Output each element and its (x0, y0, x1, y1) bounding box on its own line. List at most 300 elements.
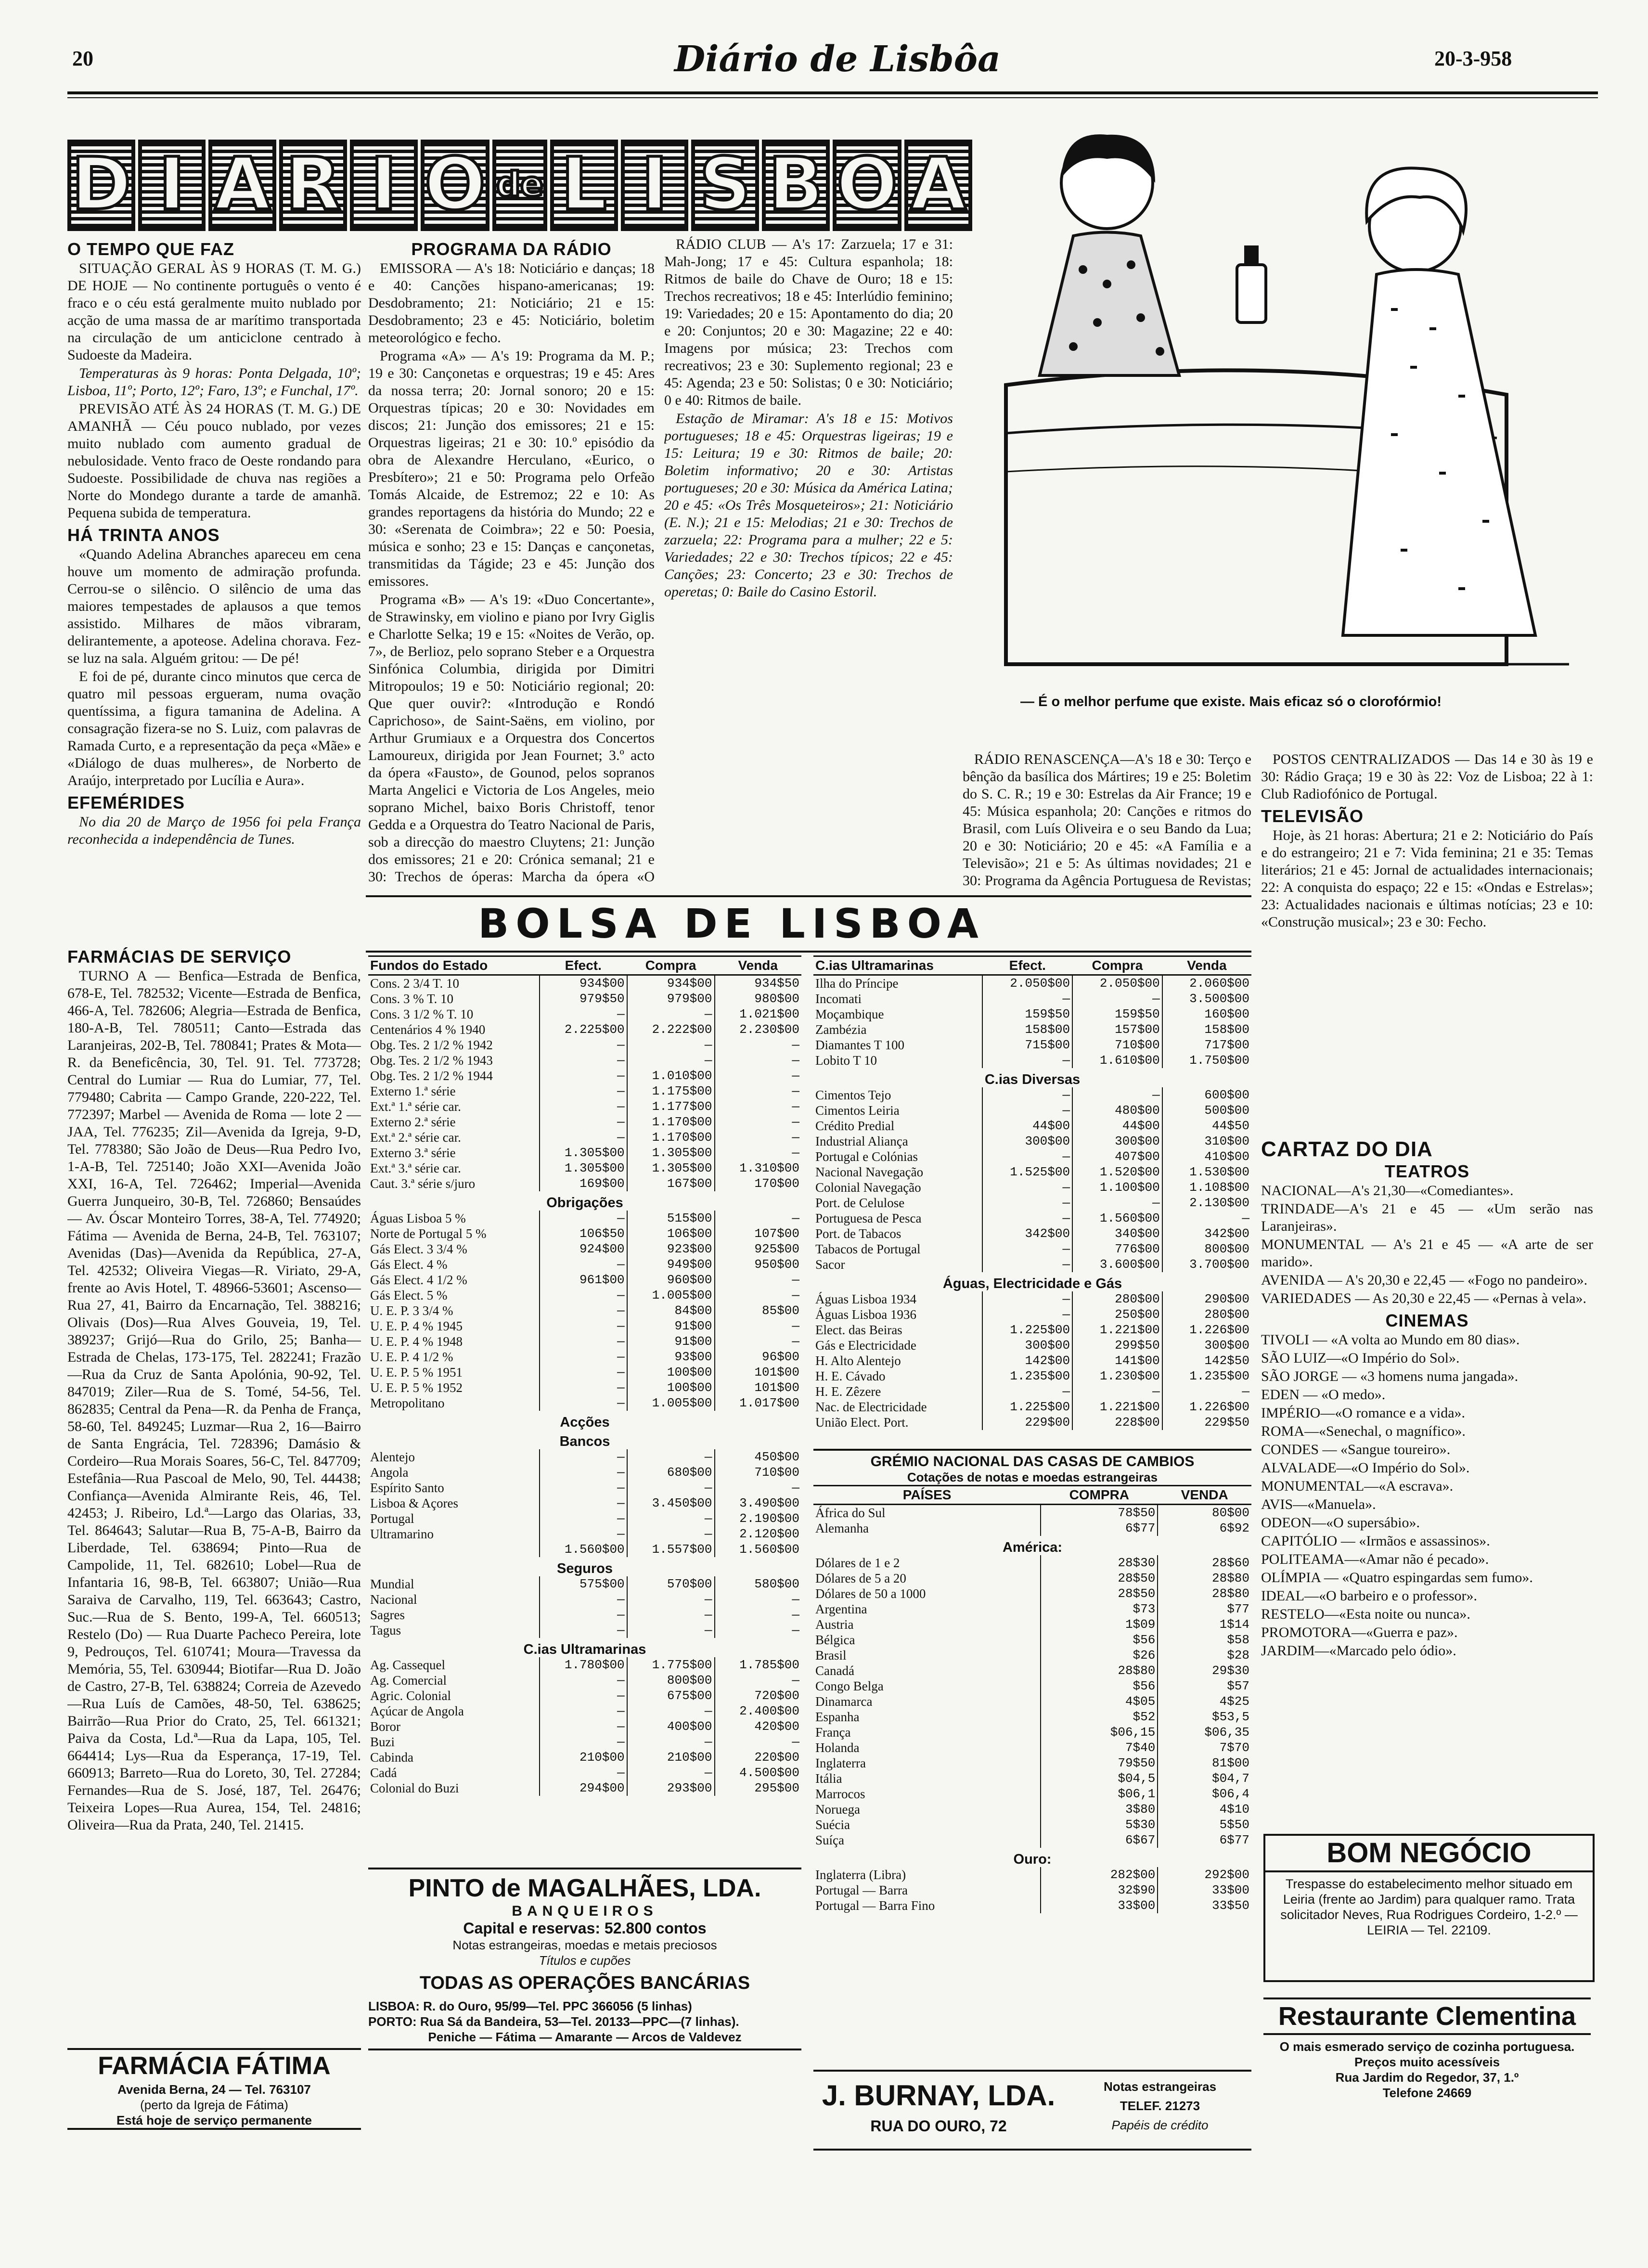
trinta-paragraph: E foi de pé, durante cinco minutos que cerca de quatro mil pessoas ergueram, numa ovação quentíssima, a figura tamanina de Adelina. A consagração fizera-se no S. Luiz, com palavras de Ramada Curto, e a representação da peça «Mãe» e «Diálogo de duas mulheres», de Norberto de Araújo, interpretado por Lucília e Aura». (67, 669, 361, 788)
table-cell-value: — (540, 1099, 627, 1114)
table-cell-value: 1.235$00 (1162, 1368, 1251, 1384)
teatros-list (1261, 1182, 1593, 1307)
table-cell-value: 106$50 (540, 1226, 627, 1241)
table-cell-value: 960$00 (627, 1272, 715, 1288)
list-item: SÃO JORGE — «3 homens numa jangada». (1261, 1368, 1519, 1384)
table-cell-label: Port. de Tabacos (815, 1226, 901, 1241)
table-cell-label: Gás Elect. 3 3/4 % (370, 1242, 467, 1256)
table-cell-value: 91$00 (627, 1318, 715, 1334)
table-cell-label: Suíça (815, 1833, 844, 1847)
table-row (813, 1164, 1251, 1180)
tempo-paragraph: PREVISÃO ATÉ ÀS 24 HORAS (T. M. G.) DE AMANHÃ — Céu pouco nublado, por vezes muito nublado com aumento gradual de nebulosidade. Vento fraco de Oeste rondando para Sudoeste. Possibilidade de chuva nas regiões a Norte do Mondego durante a tarde de amanhã. Pequena subida de temperatura. (67, 401, 361, 521)
table-row (368, 1688, 801, 1703)
table-row (813, 1307, 1251, 1322)
cambios-table (813, 1485, 1251, 1913)
radio-paragraph: EMISSORA — A's 18: Noticiário e danças; 18 e 40: Canções hispano-americanas; 19: Desdobramento; 21: Noticiário; 21 e 15: Desdobramento; 23 e 45: Noticiário, boletim meteorológico e fecho. (368, 260, 655, 346)
table-cell-value: 1.225$00 (982, 1399, 1072, 1415)
pinto-notas: Notas estrangeiras, moedas e metais preciosos (452, 1938, 717, 1952)
table-cell-value: 32$90 (1041, 1882, 1158, 1898)
table-subheading: Bancos (559, 1434, 610, 1449)
table-subheading: C.ias Diversas (984, 1072, 1081, 1087)
table-cell-value: 141$00 (1072, 1353, 1162, 1368)
table-row (368, 991, 801, 1006)
table-row (368, 1226, 801, 1241)
table-row (368, 1734, 801, 1750)
table-cell-label (368, 1542, 540, 1557)
table-cell-value: 1.525$00 (982, 1164, 1072, 1180)
table-cell-value: 292$00 (1158, 1867, 1251, 1882)
table-row (368, 1592, 801, 1607)
col-header: Efect. (540, 956, 627, 975)
bolsa-left-table (368, 955, 801, 1796)
table-row (368, 1780, 801, 1796)
table-cell-value: — (715, 1592, 802, 1607)
table-cell-value: 2.130$00 (1162, 1195, 1251, 1211)
table-cell-label: Crédito Predial (815, 1119, 895, 1133)
list-item: IDEAL—«O barbeiro e o professor». (1261, 1588, 1478, 1604)
table-cell-label: Dinamarca (815, 1694, 873, 1709)
radio-column-4 (1261, 751, 1593, 1131)
table-cell-label: Açúcar de Angola (370, 1704, 464, 1718)
table-cell-value: 7$70 (1158, 1740, 1251, 1755)
table-row (368, 1145, 801, 1160)
table-cell-value: 1.170$00 (627, 1114, 715, 1130)
table-cell-label: Tabacos de Portugal (815, 1242, 921, 1256)
table-cell-value: 800$00 (627, 1673, 715, 1688)
table-cell-value: — (540, 1526, 627, 1542)
table-cell-value: — (1072, 991, 1162, 1006)
table-cell-value: — (715, 1288, 802, 1303)
table-cell-label: Colonial do Buzi (370, 1781, 459, 1795)
table-row (813, 975, 1251, 992)
table-cell-label: Ext.ª 2.ª série car. (370, 1130, 461, 1145)
table-cell-value: — (715, 1068, 802, 1083)
table-cell-value: $06,15 (1041, 1725, 1158, 1740)
table-cell-value: — (540, 1592, 627, 1607)
pinto-porto: PORTO: Rua Sá da Bandeira, 53—Tel. 20133—PPC—(7 linhas). (368, 2014, 739, 2029)
list-item: ALVALADE—«O Império do Sol». (1261, 1460, 1470, 1476)
table-row (368, 1176, 801, 1191)
table-cell-value: — (982, 1307, 1072, 1322)
efemerides-heading: EFEMÉRIDES (67, 793, 185, 812)
list-item: NACIONAL—A's 21,30—«Comediantes». (1261, 1183, 1514, 1198)
table-cell-label: Ag. Cassequel (370, 1658, 445, 1672)
table-cell-value: 923$00 (627, 1241, 715, 1257)
table-cell-value: 715$00 (982, 1037, 1072, 1053)
table-subheading: Seguros (556, 1561, 613, 1576)
table-cell-value: 570$00 (627, 1576, 715, 1592)
table-cell-label: Gás Elect. 4 1/2 % (370, 1273, 467, 1287)
table-cell-value: 1.108$00 (1162, 1180, 1251, 1195)
table-cell-value: $06,1 (1041, 1786, 1158, 1802)
burnay-telef: TELEF. 21273 (1120, 2099, 1200, 2113)
table-cell-label: Sacor (815, 1257, 845, 1272)
table-cell-label: Gás Elect. 5 % (370, 1288, 448, 1302)
table-cell-value: — (982, 1149, 1072, 1164)
table-cell-label: Externo 2.ª série (370, 1115, 456, 1129)
tempo-paragraph: SITUAÇÃO GERAL ÀS 9 HORAS (T. M. G.) DE HOJE — No continente português o vento é fraco e o céu está geralmente muito nublado por acção de uma massa de ar marítimo transportada na circulação de um anticiclone centrado à Sudoeste da Madeira. (67, 260, 361, 363)
burnay-title: J. BURNAY, LDA. (822, 2079, 1056, 2112)
cartaz-column (1261, 1136, 1593, 1829)
table-cell-label: União Elect. Port. (815, 1415, 909, 1430)
table-cell-value: 300$00 (1072, 1134, 1162, 1149)
table-cell-value: — (540, 1511, 627, 1526)
table-cell-value: — (982, 1087, 1072, 1103)
table-cell-label: Dólares de 1 e 2 (815, 1556, 900, 1570)
table-cell-value: 2.060$00 (1162, 975, 1251, 992)
table-cell-value: 1$09 (1041, 1617, 1158, 1632)
table-cell-value: 710$00 (1072, 1037, 1162, 1053)
table-cell-label: Norte de Portugal 5 % (370, 1226, 487, 1241)
table-row (813, 1786, 1251, 1802)
table-cell-value: $28 (1158, 1648, 1251, 1663)
table-cell-value: 28$80 (1158, 1571, 1251, 1586)
table-cell-value: 4$10 (1158, 1802, 1251, 1817)
table-cell-value: — (715, 1053, 802, 1068)
table-row (368, 1272, 801, 1288)
pinto-titulos: Títulos e cupões (539, 1953, 631, 1968)
table-cell-value: — (982, 1103, 1072, 1118)
table-cell-value: 29$30 (1158, 1663, 1251, 1678)
table-cell-value: $53,5 (1158, 1709, 1251, 1725)
table-cell-value: — (540, 1288, 627, 1303)
list-item: TIVOLI — «A volta ao Mundo em 80 dias». (1261, 1332, 1520, 1348)
table-cell-value: 44$00 (982, 1118, 1072, 1134)
efemerides-text: No dia 20 de Março de 1956 foi pela França reconhecida a independência de Tunes. (67, 814, 361, 847)
bolsa-left-table-wrap (368, 955, 801, 1851)
fatima-line: Avenida Berna, 24 — Tel. 763107 (117, 2082, 311, 2097)
table-cell-value: — (540, 1006, 627, 1022)
table-cell-value: 93$00 (627, 1349, 715, 1365)
table-cell-value: 924$00 (540, 1241, 627, 1257)
table-cell-value: 776$00 (1072, 1241, 1162, 1257)
table-cell-label: Externo 3.ª série (370, 1146, 456, 1160)
table-cell-value: 1.221$00 (1072, 1399, 1162, 1415)
table-row (813, 1211, 1251, 1226)
farmacias-text: TURNO A — Benfica—Estrada de Benfica, 678-E, Tel. 782532; Vicente—Estrada de Benfica, 466-A, Tel. 782606; Alegria—Estrada de Benfica, 180-A-B, Tel. 780511; Canto—Estrada das Laranjeiras, 202-B, Tel. 780841; Prates & Mota—R. da Beneficência, 30, Tel. 91. Tel. 773728; Central do Lumiar — Rua do Lumiar, 77, Tel. 779480; Cabrita — Campo Grande, 220-222, Tel. 772397; Marbel — Avenida de Roma — lote 2 — JAA, Tel. 776235; Zil—Avenida da Igreja, 9-D, Tel. 778380; São João de Deus—Rua Pedro Ivo, 1-A-B, Tel. 725140; João XXI—Avenida João XXI, 16-A, Tel. 726462; Imperial—Avenida Guerra Junqueiro, 30-B, Tel. 726860; Bensaúdes — Av. Óscar Monteiro Torres, 38-A, Tel. 774920; Fátima — Avenida de Berna, 24-B, Tel. 763107; Avenidas (Das)—Avenida da República, 27-A, Tel. 42532; Oliveira Viegas—R. Viriato, 29-A, frente ao Avis Hotel, T. 48966-53601; Ascenso—Rua 27, 41, Bairro da Encarnação, Tel. 388216; Olivais (Dos)—Rua Alves Gouveia, 19, Tel. 389237; Grijó—Rua do Grilo, 25; Banha—Estrada de Chelas, 173-175, Tel. 282241; Frazão—Rua da Cruz de Santa Apolónia, 90-92, Tel. 847019; Ziler—Rua de S. Tomé, 54-56, Tel. 862835; Central da Pena—R. da Penha de França, 58-60, Tel. 849245; Luzmar—Rua 2, 16—Bairro de Santa Engrácia, Tel. 728396; Damásio & Cordeiro—Rua Morais Soares, 56-C, Tel. 847709; Estefânia—Rua Pascoal de Melo, 90, Tel. 44438; Confiança—Avenida Almirante Reis, 46, Tel. 42453; J. Ribeiro, Ld.ª—Largo das Olarias, 33, Tel. 864643; Salutar—Rua B, 75-A-B, Bairro da Liberdade, Tel. 638694; Pinto—Rua de Campolide, 11, Tel. 682610; Lobel—Rua de Infantaria 16, 98-B, Tel. 663807; União—Rua Saraiva de Carvalho, 119, Tel. 663643; Castro, Suc.—Rua de S. Bento, 199-A, Tel. 660513; Restelo (Do) — Rua Duarte Pacheco Pereira, lote 9, Pedrouços, Tel. 610741; Moura—Travessa da Memória, 55, Tel. 630944; Biotifar—Rua D. João de Castro, 27-B, Tel. 638824; Correia de Azevedo—Rua Luís de Camões, 48-50, Tel. 638625; Bairrão—Rua Prior do Crato, 25, Tel. 661321; Paiva da Costa, Ld.ª—Rua da Lapa, 105, Tel. 664414; Lys—Rua da Esperança, 17-19, Tel. 660913; Barreto—Rua do Loreto, 30, Tel. 27284; Fernandes—Rua de S. José, 187, Tel. 26476; Teixeira Lopes—Rua Aurea, 154, Tel. 24816; Oliveira—Rua da Prata, 240, Tel. 21415. (67, 968, 361, 1833)
table-cell-value: 170$00 (715, 1176, 802, 1191)
table-cell-value: — (1072, 1087, 1162, 1103)
clementina-line: Telefone 24669 (1382, 2086, 1472, 2100)
table-row (813, 1322, 1251, 1338)
col-header: PAÍSES (813, 1486, 1041, 1505)
table-cell-label: Colonial Navegação (815, 1180, 921, 1195)
table-cell-value: 420$00 (715, 1719, 802, 1734)
table-row (813, 1399, 1251, 1415)
table-cell-value: $56 (1041, 1678, 1158, 1694)
table-row (813, 1087, 1251, 1103)
list-item: VARIEDADES — As 20,30 e 22,45 — «Pernas à vela». (1261, 1290, 1587, 1306)
table-cell-value: 220$00 (715, 1750, 802, 1765)
table-cell-value: 979$50 (540, 991, 627, 1006)
pinto-title: PINTO de MAGALHÃES, LDA. (408, 1874, 761, 1902)
table-cell-value: — (540, 1623, 627, 1638)
table-row (813, 1006, 1251, 1022)
radio-paragraph: RÁDIO CLUB — A's 17: Zarzuela; 17 e 31: Mah-Jong; 17 e 45: Cultura espanhola; 18: Ritmos de baile do Chave de Ouro; 18 e 15: Trechos recreativos; 18 e 45: Interlúdio feminino; 19: Variedades; 20 e 15: Apontamento do dia; 20 e 20: Conjuntos; 20 e 30: Magazine; 22 e 40: Imagens por música; 23: Trechos com recreativos; 23 e 30: Suplemento regional; 23 e 45: Agenda; 23 e 50: Solistas; 0 e 30: Noticiário; 0 e 40: Ritmos de baile. (664, 236, 953, 408)
table-row (368, 1318, 801, 1334)
table-cell-value: — (715, 1334, 802, 1349)
table-cell-value: 500$00 (1162, 1103, 1251, 1118)
table-cell-value: 2.400$00 (715, 1703, 802, 1719)
fatima-line: Está hoje de serviço permanente (67, 2113, 361, 2130)
table-row (813, 1771, 1251, 1786)
table-row (368, 1623, 801, 1638)
table-cell-label: Portugal e Colónias (815, 1149, 918, 1164)
table-cell-value: — (540, 1480, 627, 1495)
table-cell-value: 980$00 (715, 991, 802, 1006)
table-cell-value: 1.610$00 (1072, 1053, 1162, 1068)
table-subheading: Acções (560, 1415, 610, 1430)
table-cell-label: Sagres (370, 1608, 405, 1622)
table-cell-value: 28$80 (1158, 1586, 1251, 1601)
table-cell-value: 3.450$00 (627, 1495, 715, 1511)
table-cell-label: H. Alto Alentejo (815, 1353, 901, 1368)
table-row (368, 1411, 801, 1430)
table-cell-value: 100$00 (627, 1380, 715, 1395)
table-cell-label: Nacional (370, 1592, 417, 1607)
table-cell-value: 934$00 (540, 975, 627, 992)
table-cell-value: 934$00 (627, 975, 715, 992)
table-cell-value: 142$00 (982, 1353, 1072, 1368)
table-cell-value: — (540, 1395, 627, 1411)
table-cell-value: 1.235$00 (982, 1368, 1072, 1384)
burnay-notas: Notas estrangeiras (1103, 2079, 1217, 2094)
table-cell-value: 293$00 (627, 1780, 715, 1796)
table-cell-value: 6$77 (1158, 1832, 1251, 1848)
table-cell-value: 4.500$00 (715, 1765, 802, 1780)
table-cell-label: Holanda (815, 1740, 860, 1755)
table-cell-value: — (540, 1318, 627, 1334)
table-cell-value: 6$77 (1041, 1521, 1158, 1536)
table-cell-value: $58 (1158, 1632, 1251, 1648)
title-letter: O (833, 140, 902, 231)
table-row (813, 1068, 1251, 1087)
bolsa-right-table-wrap (813, 955, 1251, 1446)
trinta-heading: HÁ TRINTA ANOS (67, 525, 220, 545)
table-cell-value: — (540, 1349, 627, 1365)
cambios-wrap (813, 1449, 1251, 2067)
table-row (813, 1601, 1251, 1617)
table-row (368, 1576, 801, 1592)
table-row (368, 1765, 801, 1780)
table-row (813, 1291, 1251, 1307)
table-cell-value: — (627, 1006, 715, 1022)
list-item: MONUMENTAL — A's 21 e 45 — «A arte de ser marido». (1261, 1237, 1593, 1270)
table-cell-label: Incomati (815, 992, 862, 1006)
table-row (368, 1006, 801, 1022)
table-cell-value: 1.230$00 (1072, 1368, 1162, 1384)
table-cell-label: Elect. das Beiras (815, 1323, 902, 1337)
table-row (368, 1083, 801, 1099)
table-cell-label: Ext.ª 3.ª série car. (370, 1161, 461, 1175)
list-item: JARDIM—«Marcado pelo ódio». (1261, 1643, 1456, 1659)
radio-paragraph: Programa «A» — A's 19: Programa da M. P.; 19 e 30: Cançonetas e orquestras; 19 e 45: Ares da nossa terra; 20: Jornal sonoro; 20 e 15: Orquestras típicas; 20 e 30: Novidades em discos; 21: Junção dos emissores; 21 e 15: Orquestras ligeiras; 21 e 30: 10.º episódio da obra de Alexandre Herculano, «Eurico, o Presbítero»; 21 e 50: Programa pelo Orfeão Tomás Alcaide, de Estremoz; 22 e 10: As grandes reportagens da história do Mundo; 22 e 30: «Serenata de Coimbra»; 22 e 50: Poesia, música e sonho; 23 e 15: Danças e cançonetas, transmitidas da Tágide; 23 e 45: Junção dos emissores. (368, 348, 655, 589)
cartoon-illustration (977, 125, 1593, 688)
table-cell-label: Lobito T 10 (815, 1053, 877, 1068)
table-cell-value: 210$00 (540, 1750, 627, 1765)
table-cell-value: 3.500$00 (1162, 991, 1251, 1006)
table-cell-label: Metropolitano (370, 1396, 445, 1410)
table-row (368, 1638, 801, 1657)
table-cell-value: 400$00 (627, 1719, 715, 1734)
table-row (813, 1226, 1251, 1241)
bolsa-right-table (813, 955, 1251, 1430)
radio-paragraph: Estação de Miramar: A's 18 e 15: Motivos portugueses; 18 e 45: Orquestras ligeiras; 19 e 15: Leitura; 19 e 30: Ritmos de baile; 20: Boletim informativo; 20 e 30: Artistas portugueses; 20 e 30: Música da América Latina; 20 e 45: «Os Três Mosqueteiros»; 21: Noticiário (E. N.); 21 e 15: Melodias; 21 e 30: Trechos de zarzuela; 22: Programa para a mulher; 22 e 5: Variedades; 22 e 30: Trechos típicos; 22 e 45: Canções; 23: Concerto; 23 e 30: Trechos de operetas; 0: Baile do Casino Estoril. (664, 411, 953, 600)
table-cell-value: — (540, 1495, 627, 1511)
table-row (368, 1022, 801, 1037)
table-row (813, 1832, 1251, 1848)
col-header: Compra (1072, 956, 1162, 975)
table-cell-value: 1.557$00 (627, 1542, 715, 1557)
table-row (813, 991, 1251, 1006)
table-cell-value: 100$00 (627, 1365, 715, 1380)
table-cell-label: Canadá (815, 1663, 854, 1678)
header-rule-thin (67, 97, 1598, 98)
table-cell-value: 28$60 (1158, 1555, 1251, 1571)
table-cell-value: 717$00 (1162, 1037, 1251, 1053)
table-cell-value: — (715, 1114, 802, 1130)
table-cell-value: $52 (1041, 1709, 1158, 1725)
clementina-line: Preços muito acessíveis (1354, 2055, 1500, 2069)
table-cell-value: 160$00 (1162, 1006, 1251, 1022)
table-row (813, 1180, 1251, 1195)
table-row (368, 1657, 801, 1673)
table-row (368, 1480, 801, 1495)
table-cell-value: — (627, 1765, 715, 1780)
table-row (813, 1802, 1251, 1817)
list-item: RESTELO—«Esta noite ou nunca». (1261, 1606, 1470, 1622)
table-cell-label: Moçambique (815, 1007, 884, 1021)
televisao-heading: TELEVISÃO (1261, 806, 1364, 826)
table-cell-value: 1.775$00 (627, 1657, 715, 1673)
table-cell-label: Cons. 3 1/2 % T. 10 (370, 1007, 474, 1021)
table-cell-label: Angola (370, 1465, 409, 1480)
list-item: ODEON—«O supersábio». (1261, 1515, 1420, 1531)
table-cell-value: 210$00 (627, 1750, 715, 1765)
table-cell-value: $04,5 (1041, 1771, 1158, 1786)
table-cell-value: 1.021$00 (715, 1006, 802, 1022)
table-cell-value: 1$14 (1158, 1617, 1251, 1632)
table-cell-value: 6$92 (1158, 1521, 1251, 1536)
table-cell-value: 33$00 (1041, 1898, 1158, 1913)
table-cell-value: 159$50 (982, 1006, 1072, 1022)
col-header: COMPRA (1041, 1486, 1158, 1505)
table-cell-value: — (982, 1257, 1072, 1272)
table-cell-value: 3.490$00 (715, 1495, 802, 1511)
table-cell-value: 340$00 (1072, 1226, 1162, 1241)
radio-paragraph: Programa «B» — A's 19: «Duo Concertante», de Strawinsky, em violino e piano por Ivry Giglis e Charlotte Selka; 19 e 15: «Noites de Verão, op. 7», de Berlioz, pelo soprano Steber e a Orquestra Sinfónica Columbia, dirigida por Dimitri Mitropoulos; 19 e 50: Noticiário regional; 20: Que quer ouvir?: «Introdução e Rondó Caprichoso», de Saint-Saëns, em violino, por Arthur Grumiaux e a Orquestra dos Concertos Lamoureux, dirigida por Jean Fournet; 3.º acto da ópera «Fausto», de Gounod, pelos sopranos Marta Angelici e Victoria de Los Angeles, meio soprano Michel, baixo Boris Christoff, tenor Gedda e a Orquestra do Teatro Nacional de Paris, sob a direcção do maestro Cluytens; 21: Junção dos emissores; 21 e 20: Crónica semanal; 21 e 30: Trechos de óperas: Marcha da ópera «O (368, 592, 655, 885)
table-cell-value: — (627, 1480, 715, 1495)
table-row (813, 1257, 1251, 1272)
table-cell-value: 2.120$00 (715, 1526, 802, 1542)
table-row (813, 1353, 1251, 1368)
table-cell-value: 101$00 (715, 1365, 802, 1380)
table-cell-label: Inglaterra (815, 1756, 866, 1770)
table-cell-label: Noruega (815, 1802, 860, 1817)
clementina-ad (1263, 1997, 1591, 2100)
cartoon-caption: — É o melhor perfume que existe. Mais eficaz só o clorofórmio! (1020, 694, 1442, 709)
table-cell-value: 1.226$00 (1162, 1322, 1251, 1338)
table-cell-value: 410$00 (1162, 1149, 1251, 1164)
pinto-sub: BANQUEIROS (512, 1903, 658, 1919)
table-cell-label: Itália (815, 1771, 842, 1786)
table-cell-value: 580$00 (715, 1576, 802, 1592)
table-row (368, 1449, 801, 1465)
table-cell-value: 4$25 (1158, 1694, 1251, 1709)
bolsa-rule (366, 895, 1251, 897)
table-cell-value: — (540, 1211, 627, 1226)
table-row (813, 1415, 1251, 1430)
table-cell-value: — (627, 1703, 715, 1719)
table-cell-label: Bélgica (815, 1633, 855, 1647)
table-cell-value: 1.530$00 (1162, 1164, 1251, 1180)
table-cell-label: Agric. Colonial (370, 1688, 451, 1703)
radio-column-2 (664, 236, 953, 886)
table-cell-value: $26 (1041, 1648, 1158, 1663)
table-cell-value: 1.175$00 (627, 1083, 715, 1099)
table-row (813, 1882, 1251, 1898)
table-cell-value: 84$00 (627, 1303, 715, 1318)
table-row (813, 1338, 1251, 1353)
table-cell-label: Ext.ª 1.ª série car. (370, 1099, 461, 1114)
column-left-bottom (67, 943, 361, 2036)
table-row (813, 1384, 1251, 1399)
table-cell-value: — (540, 1465, 627, 1480)
bolsa-title: BOLSA DE LISBOA (478, 900, 985, 947)
table-cell-value: — (715, 1607, 802, 1623)
table-row (368, 1130, 801, 1145)
trinta-paragraph: «Quando Adelina Abranches apareceu em cena houve um momento de admiração profunda. Cerrou-se o silêncio. O silêncio de uma das maiores tempestades de aplausos a que temos assistido. Milhares de mãos vibraram, delirantemente, a apoteose. Adelina chorava. Fez-se luz na sala. Alguém gritou: — De pé! (67, 546, 361, 666)
table-cell-label: Marrocos (815, 1787, 865, 1801)
table-row (813, 1195, 1251, 1211)
list-item: OLÍMPIA — «Quatro espingardas sem fumo». (1261, 1570, 1533, 1585)
table-cell-value: 1.225$00 (982, 1322, 1072, 1338)
table-cell-label: Suécia (815, 1817, 850, 1832)
table-cell-label: Diamantes T 100 (815, 1038, 904, 1052)
table-cell-value: 950$00 (715, 1257, 802, 1272)
table-cell-value: $57 (1158, 1678, 1251, 1694)
table-cell-label: Nac. de Electricidade (815, 1400, 927, 1414)
table-cell-value: 1.170$00 (627, 1130, 715, 1145)
table-row (813, 1632, 1251, 1648)
table-row (368, 1395, 801, 1411)
table-cell-value: $77 (1158, 1601, 1251, 1617)
table-row (368, 1114, 801, 1130)
table-cell-label: Gás Elect. 4 % (370, 1257, 448, 1272)
table-cell-label: Águas Lisboa 5 % (370, 1211, 466, 1225)
list-item: IMPÉRIO—«O romance e a vida». (1261, 1405, 1466, 1421)
table-cell-value: 78$50 (1041, 1505, 1158, 1521)
cambios-title: GRÉMIO NACIONAL DAS CASAS DE CAMBIOS (870, 1454, 1195, 1469)
table-cell-label: H. E. Zêzere (815, 1384, 881, 1399)
table-cell-label: Cons. 2 3/4 T. 10 (370, 976, 460, 991)
table-row (813, 1555, 1251, 1571)
list-item: ROMA—«Senechal, o magnífico». (1261, 1423, 1466, 1439)
table-cell-label: Cimentos Leiria (815, 1103, 900, 1118)
table-cell-value: 1.005$00 (627, 1395, 715, 1411)
col-header: C.ias Ultramarinas (813, 956, 982, 975)
table-cell-value: 1.100$00 (1072, 1180, 1162, 1195)
table-cell-value: $73 (1041, 1601, 1158, 1617)
masthead: Diário de Lisbôa (674, 39, 1001, 80)
table-cell-label: Cons. 3 % T. 10 (370, 992, 454, 1006)
col-header: Efect. (982, 956, 1072, 975)
table-cell-value: — (540, 1380, 627, 1395)
table-row (368, 975, 801, 992)
table-cell-label: Lisboa & Açores (370, 1496, 458, 1510)
table-cell-value: 342$00 (982, 1226, 1072, 1241)
cinemas-list (1261, 1331, 1593, 1660)
